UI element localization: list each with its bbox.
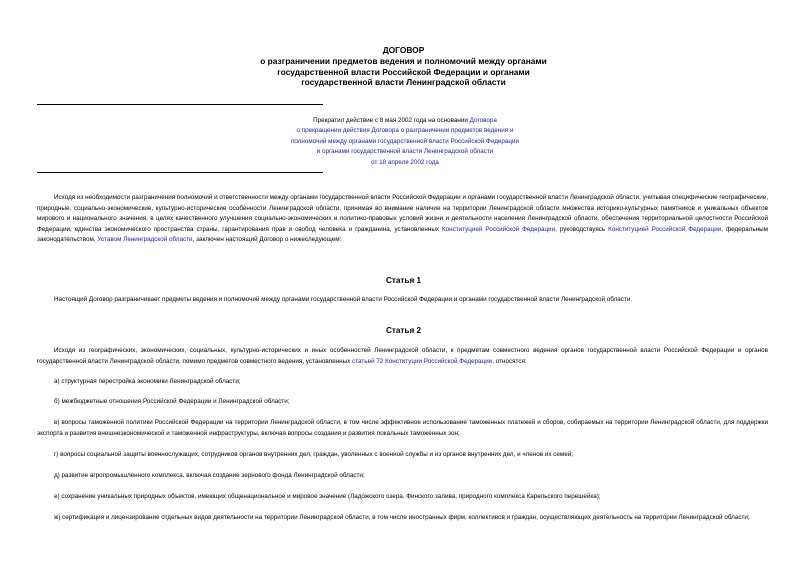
article-2-item-g: г) вопросы социальной защиты военнослужащих, сотрудников органов внутренних дел, граждан, уволенных с военной службы и из органов внутренних дел, и членов их семей; [54,451,574,458]
divider-bottom [37,172,323,173]
note-link-contract[interactable]: Договора [469,117,497,124]
article-2-item-v: в) вопросы таможенной политики Российской Федерации на территории Ленинградской области, в том числе эффективное использование таможенных платежей и сборов, собираемых на территории Ленинградской области, для поддержки экспорта и развития внешнеэкономической и таможенной инфраструктуры, включая вопросы создания и развития локальных таможенных зон; [37,419,768,437]
note-line-2[interactable]: о прекращении действия Договора о разграничении предметов ведения и [296,127,514,135]
article-2-item-a: а) структурная перестройка экономики Ленинградской области; [54,378,241,385]
preamble-text-3: , федеральным законодательством, [37,225,768,244]
preamble-text-1: Исходя из необходимости разграничения полномочий и ответственности между органами государственной власти Российской Федерации и органами государственной власти Ленинградской области, учитывая специфические географические, природные, социально-экономические, культурно-исторические особенности Ленинградской области, принимая во внимание наличие на территории Ленинградской области множества историко-культурных памятников и уникальных объектов мирового и национального значения, в целях качественного улучшения социально-экономических и политико-правовых условий жизни и деятельности населения Ленинградской области, обеспечения территориальной целостности Российской Федерации, единства экономического пространства страны, гарантирования прав и свобод человека и гражданина, установленных [37,194,768,233]
title-line-1: о разграничении предметов ведения и полномочий между органами [260,56,547,66]
article-2-intro-text-1: Исходя из географических, экономических, социальных, культурно-исторических и иных особенностей Ленинградской области, к предметам совместного ведения органов государственной власти Российской Федерации и органов государственной власти Ленинградской области, помимо предметов совместного ведения, установленных [37,347,768,365]
article-1-heading: Статья 1 [385,276,422,285]
preamble-text-2: , руководствуясь [555,225,609,233]
note-line-3[interactable]: полномочий между органами государственной власти Российской Федерации [290,137,520,145]
link-constitution-1[interactable]: Конституцией Российской Федерации [441,225,556,233]
article-2-intro-text-2: , относятся: [492,357,527,365]
article-2-item-b: б) межбюджетные отношения Российской Федерации и Ленинградской области; [54,398,290,405]
link-constitution-2[interactable]: Конституцией Российской Федерации [608,225,722,233]
article-2-intro [37,346,768,367]
note-text: Прекратил действие с 8 мая 2002 года на основании [313,117,470,124]
article-2-item-d: д) развитие агропромышленного комплекса, включая создание зернового фонда Ленинградской области; [54,472,365,479]
note-line-4[interactable]: и органами государственной власти Ленинградской области [316,148,494,156]
preamble-paragraph [37,193,768,246]
divider-top [37,104,323,105]
title-line-2: государственной власти Российской Федерации и органами [277,66,530,77]
note-line-1 [246,116,564,126]
link-article-72[interactable]: статьей 72 Конституции Российской Федерации [352,357,493,365]
article-2-item-zh: ж) сертификация и лицензирование отдельных видов деятельности на территории Ленинградской области, в том числе иностранных фирм, коллективов и граждан, осуществляющих деятельность на территории Ленинградской области; [54,514,750,521]
title-line-3: государственной власти Ленинградской области [301,77,506,88]
article-2-item-e: е) сохранение уникальных природных объектов, имеющих общенациональное и мировое значение (Ладожского озера, Финского залива, природного комплекса Карельского перешейка); [54,493,601,500]
note-line-5[interactable]: от 18 апреля 2002 года [371,158,439,166]
document-title [0,45,807,88]
preamble-text-4: , заключен настоящий Договор о нижеследующем: [192,236,342,244]
article-1-text: Настоящий Договор разграничивает предметы ведения и полномочий между органами государственной власти Российской Федерации и органами государственной власти Ленинградской области. [54,296,633,303]
status-note [246,116,564,168]
link-charter[interactable]: Уставом Ленинградской области [97,236,193,244]
title-main: ДОГОВОР [382,45,425,55]
article-2-heading: Статья 2 [385,326,422,335]
